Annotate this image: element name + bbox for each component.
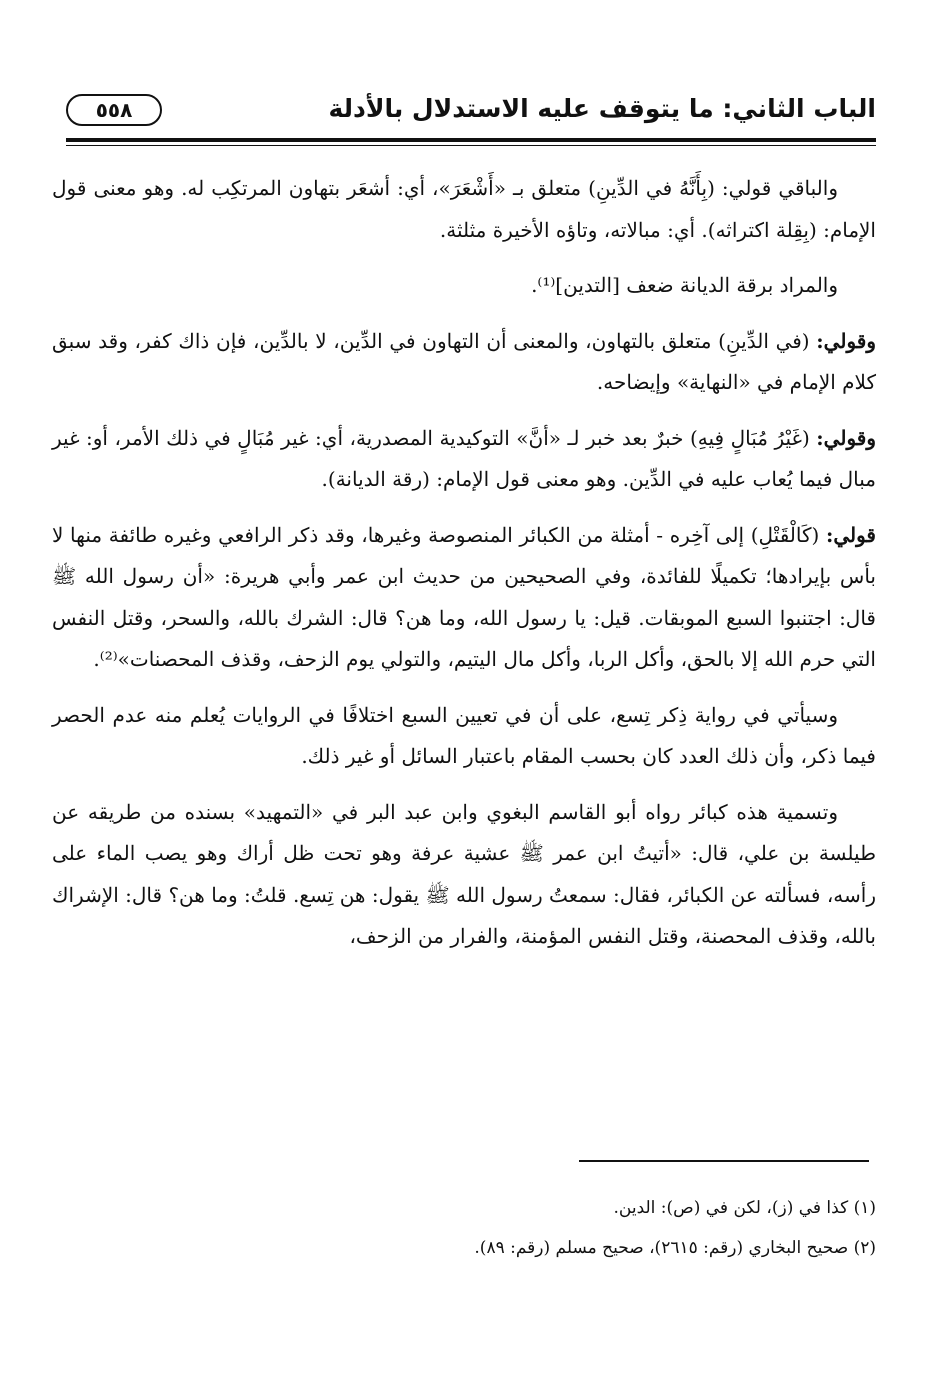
paragraph-3	[52, 321, 876, 404]
page-number-badge: ٥٥٨	[66, 94, 162, 126]
paragraph-3-lead: وقولي:	[816, 328, 876, 353]
paragraph-2-text: والمراد برقة الديانة ضعف [التدين]⁽¹⁾.	[531, 273, 838, 297]
paragraph-5-lead: قولي:	[825, 522, 876, 547]
paragraph-7	[52, 792, 876, 958]
footnote-separator	[579, 1160, 869, 1162]
footnote-1: (١) كذا في (ز)، لكن في (ص): الدين.	[613, 1198, 876, 1218]
header-rule-thin	[66, 145, 876, 146]
paragraph-1	[52, 168, 876, 251]
paragraph-4	[52, 418, 876, 501]
paragraph-7-text: وتسمية هذه كبائر رواه أبو القاسم البغوي وابن عبد البر في «التمهيد» بسنده من طريقه عن طيلسة بن علي، قال: «أتيتُ ابن عمر ﷺ عشية عرفة وهو تحت ظل أراك وهو يصب الماء على رأسه، فسألته عن الكبائر، فقال: سمعتُ رسول الله ﷺ يقول: هن تِسع. قلتُ: وما هن؟ قال: الإشراك بالله، وقذف المحصنة، وقتل النفس المؤمنة، والفرار من الزحف،	[52, 799, 876, 948]
paragraph-4-text: (غَيْرُ مُبَالٍ فِيهِ) خبرٌ بعد خبر لـ «أنَّ» التوكيدية المصدرية، أي: غير مُبَالٍ في ذلك الأمر، أو: غير مبال فيما يُعاب عليه في الدِّين. وهو معنى قول الإمام: (رقة الديانة).	[52, 425, 876, 491]
paragraph-6	[52, 695, 876, 778]
chapter-title: الباب الثاني: ما يتوقف عليه الاستدلال بالأدلة	[328, 94, 876, 123]
running-header	[66, 88, 876, 136]
paragraph-2	[52, 265, 876, 307]
footnote-2: (٢) صحيح البخاري (رقم: ٢٦١٥)، صحيح مسلم (رقم: ٨٩).	[474, 1238, 876, 1258]
paragraph-3-text: (في الدِّينِ) متعلق بالتهاون، والمعنى أن التهاون في الدِّين، لا بالدِّين، فإن ذاك كفر، وقد سبق كلام الإمام في «النهاية» وإيضاحه.	[52, 328, 876, 394]
footnotes	[66, 1188, 876, 1268]
paragraph-4-lead: وقولي:	[816, 425, 876, 450]
paragraph-6-text: وسيأتي في رواية ذِكر تِسع، على أن في تعيين السبع اختلافًا في الروايات يُعلم منه عدم الحصر فيما ذكر، وأن ذلك العدد كان بحسب المقام باعتبار السائل أو غير ذلك.	[52, 702, 876, 768]
header-rule-thick	[66, 138, 876, 142]
paragraph-5-text: (كَالْقَتْلِ) إلى آخِره - أمثلة من الكبائر المنصوصة وغيرها، وقد ذكر الرافعي وغيره طائفة منها لا بأس بإيرادها؛ تكميلًا للفائدة، وفي الصحيحين من حديث ابن عمر وأبي هريرة: «أن رسول الله ﷺ قال: اجتنبوا السبع الموبقات. قيل: يا رسول الله، وما هن؟ قال: الشرك بالله، والسحر، وقتل النفس التي حرم الله إلا بالحق، وأكل الربا، وأكل مال اليتيم، والتولي يوم الزحف، وقذف المحصنات»⁽²⁾.	[52, 522, 876, 671]
main-text	[52, 168, 876, 972]
paragraph-5	[52, 515, 876, 681]
paragraph-1-text: والباقي قولي: (بِأَنَّهُ في الدِّينِ) متعلق بـ «أَشْعَرَ»، أي: أشعَر بتهاون المرتكِب له. وهو معنى قول الإمام: (بِقِلة اكتراثه). أي: مباﻻته، وتاؤه الأخيرة مثلثة.	[52, 176, 876, 242]
